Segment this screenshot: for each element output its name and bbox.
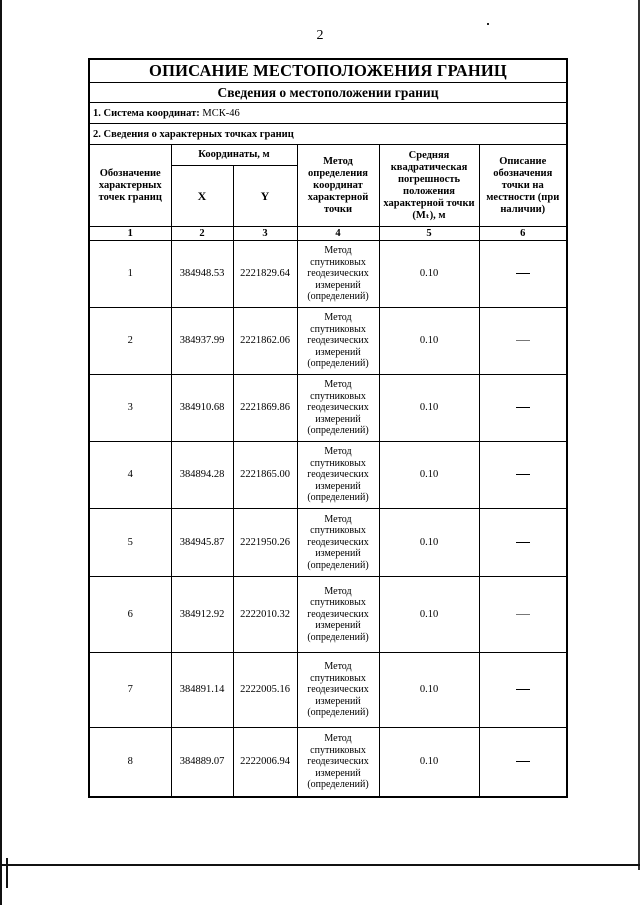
table-row — [89, 509, 567, 577]
point-number-cell: 2 — [89, 308, 171, 375]
description-text — [530, 469, 531, 470]
x-coordinate-cell: 384889.07 — [171, 728, 233, 797]
description-text — [530, 609, 531, 610]
table-row — [89, 308, 567, 375]
characteristic-points-row — [89, 124, 567, 145]
characteristic-points-label: 2. Сведения о характерных точках границ — [93, 128, 294, 140]
coordinate-system-value: МСК-46 — [202, 107, 240, 119]
header-x: X — [171, 166, 233, 227]
x-coordinate-cell: 384912.92 — [171, 577, 233, 653]
x-coordinate-cell: 384891.14 — [171, 653, 233, 728]
column-number: 2 — [171, 227, 233, 241]
description-cell — [479, 509, 567, 577]
description-text — [530, 402, 531, 403]
rms-error-cell: 0.10 — [379, 509, 479, 577]
column-number-row — [89, 227, 567, 241]
description-cell — [479, 241, 567, 308]
coordinate-system-row — [89, 103, 567, 124]
scan-dot — [487, 23, 489, 25]
dash-mark — [516, 689, 530, 690]
table-row — [89, 653, 567, 728]
y-coordinate-cell: 2221862.06 — [233, 308, 297, 375]
point-number-cell: 5 — [89, 509, 171, 577]
rms-error-cell: 0.10 — [379, 653, 479, 728]
y-coordinate-cell: 2221829.64 — [233, 241, 297, 308]
description-cell — [479, 653, 567, 728]
rms-error-cell: 0.10 — [379, 442, 479, 509]
dash-mark — [516, 407, 530, 408]
header-description: Описание обозначения точки на местности (при наличии) — [479, 145, 567, 227]
point-number-cell: 6 — [89, 577, 171, 653]
rms-error-cell: 0.10 — [379, 577, 479, 653]
dash-mark — [516, 614, 530, 615]
boundary-table — [88, 58, 568, 798]
x-coordinate-cell: 384948.53 — [171, 241, 233, 308]
description-cell — [479, 577, 567, 653]
table-row — [89, 241, 567, 308]
point-number-cell: 1 — [89, 241, 171, 308]
description-text — [530, 335, 531, 336]
dash-mark — [516, 340, 530, 341]
y-coordinate-cell: 2222006.94 — [233, 728, 297, 797]
rms-error-cell: 0.10 — [379, 728, 479, 797]
y-coordinate-cell: 2222005.16 — [233, 653, 297, 728]
y-coordinate-cell: 2221869.86 — [233, 375, 297, 442]
header-coordinates: Координаты, м — [171, 145, 297, 166]
rms-error-cell: 0.10 — [379, 308, 479, 375]
header-y: Y — [233, 166, 297, 227]
description-cell — [479, 442, 567, 509]
point-number-cell: 3 — [89, 375, 171, 442]
method-cell: Метод спутниковых геодезических измерений (определений) — [297, 375, 379, 442]
rms-error-cell: 0.10 — [379, 375, 479, 442]
dash-mark — [516, 273, 530, 274]
coordinate-system-label: 1. Система координат: — [93, 107, 200, 119]
column-number: 3 — [233, 227, 297, 241]
dash-mark — [516, 761, 530, 762]
x-coordinate-cell: 384894.28 — [171, 442, 233, 509]
column-number: 1 — [89, 227, 171, 241]
method-cell: Метод спутниковых геодезических измерений (определений) — [297, 728, 379, 797]
description-text — [530, 268, 531, 269]
method-cell: Метод спутниковых геодезических измерений (определений) — [297, 308, 379, 375]
description-cell — [479, 375, 567, 442]
point-number-cell: 7 — [89, 653, 171, 728]
method-cell: Метод спутниковых геодезических измерений (определений) — [297, 241, 379, 308]
x-coordinate-cell: 384945.87 — [171, 509, 233, 577]
method-cell: Метод спутниковых геодезических измерений (определений) — [297, 442, 379, 509]
scan-left-tick — [6, 858, 8, 888]
scan-left-border — [0, 0, 2, 905]
page-number: 2 — [316, 28, 324, 43]
description-text — [530, 756, 531, 757]
column-number: 5 — [379, 227, 479, 241]
description-text — [530, 684, 531, 685]
scan-bottom-rule — [0, 864, 640, 866]
column-number: 4 — [297, 227, 379, 241]
document-subtitle: Сведения о местоположении границ — [89, 83, 567, 103]
y-coordinate-cell: 2221950.26 — [233, 509, 297, 577]
x-coordinate-cell: 384937.99 — [171, 308, 233, 375]
y-coordinate-cell: 2221865.00 — [233, 442, 297, 509]
method-cell: Метод спутниковых геодезических измерений (определений) — [297, 653, 379, 728]
x-coordinate-cell: 384910.68 — [171, 375, 233, 442]
table-row — [89, 442, 567, 509]
table-row — [89, 728, 567, 797]
dash-mark — [516, 474, 530, 475]
table-row — [89, 375, 567, 442]
column-number: 6 — [479, 227, 567, 241]
method-cell: Метод спутниковых геодезических измерений (определений) — [297, 577, 379, 653]
header-rms-error: Средняя квадратическая погрешность положения характерной точки (Мₜ), м — [379, 145, 479, 227]
dash-mark — [516, 542, 530, 543]
description-text — [530, 537, 531, 538]
point-number-cell: 4 — [89, 442, 171, 509]
rms-error-cell: 0.10 — [379, 241, 479, 308]
method-cell: Метод спутниковых геодезических измерений (определений) — [297, 509, 379, 577]
description-cell — [479, 308, 567, 375]
description-cell — [479, 728, 567, 797]
header-method: Метод определения координат характерной точки — [297, 145, 379, 227]
header-point-designation: Обозначение характерных точек границ — [89, 145, 171, 227]
y-coordinate-cell: 2222010.32 — [233, 577, 297, 653]
point-number-cell: 8 — [89, 728, 171, 797]
document-title: ОПИСАНИЕ МЕСТОПОЛОЖЕНИЯ ГРАНИЦ — [89, 59, 567, 83]
table-row — [89, 577, 567, 653]
